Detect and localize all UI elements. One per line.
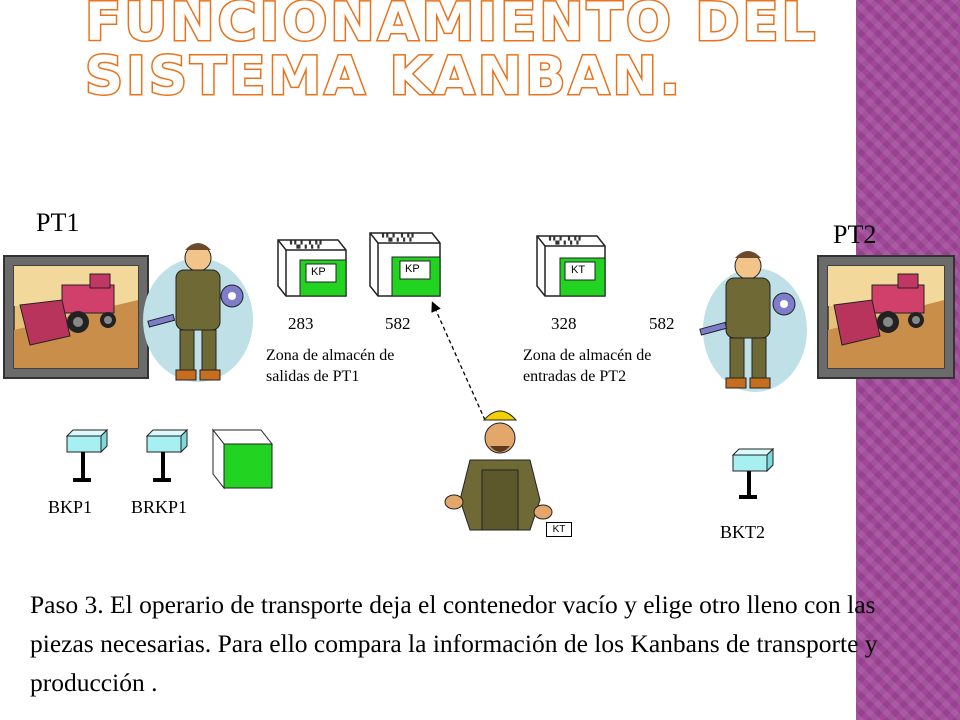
empty-container-icon [213, 430, 272, 488]
mailbox-bkt2-icon [733, 449, 773, 499]
zone-output-pt1-label [266, 345, 466, 387]
transport-kanban-card: KT [546, 522, 572, 537]
gear-icon [221, 285, 243, 307]
container-number: 582 [649, 314, 675, 333]
container-number: 283 [288, 314, 314, 333]
zone-input-pt2-label [523, 345, 723, 387]
gear-icon [773, 293, 795, 315]
mailbox-brkp1-label: BRKP1 [131, 497, 188, 517]
svg-text:▘▚▞▗▝▖▚▘: ▘▚▞▗▝▖▚▘ [290, 241, 324, 249]
zone-input-line-1: Zona de almacén de [523, 347, 652, 364]
worker-pt1-icon [143, 243, 253, 382]
container-tag: KP [311, 266, 326, 278]
step-description: Paso 3. El operario de transporte deja el contenedor vacío y elige otro lleno con las piezas necesarias. Para ello compara la información de los Kanbans de transporte y producción . [30, 590, 878, 697]
container-tag: KP [405, 263, 420, 275]
title-line-2: FUNCIONAMIENTO DEL [85, 0, 819, 53]
container-number: 328 [551, 314, 577, 333]
mailbox-bkp1-icon [67, 430, 107, 482]
pt1-label: PT1 [36, 208, 80, 237]
pt2-label: PT2 [833, 220, 877, 249]
svg-text:▘▚▞▗▝▖▚▘: ▘▚▞▗▝▖▚▘ [549, 237, 583, 245]
pt2-workstation-picture [818, 256, 954, 378]
title-line-3: SISTEMA KANBAN. [85, 46, 683, 107]
container-tag: KT [571, 264, 586, 276]
transport-operator-icon [445, 411, 552, 530]
zone-input-line-2: entradas de PT2 [523, 368, 627, 385]
zone-output-line-1: Zona de almacén de [266, 347, 395, 364]
container-number: 582 [385, 314, 411, 333]
svg-text:▘▚▞▗▝▖▚▘: ▘▚▞▗▝▖▚▘ [382, 234, 416, 242]
mailbox-brkp1-icon [147, 430, 187, 482]
mailbox-bkt2-label: BKT2 [720, 522, 765, 542]
zone-output-line-2: salidas de PT1 [266, 368, 360, 385]
pt1-workstation-picture [4, 256, 148, 378]
mailbox-bkp1-label: BKP1 [48, 497, 93, 517]
